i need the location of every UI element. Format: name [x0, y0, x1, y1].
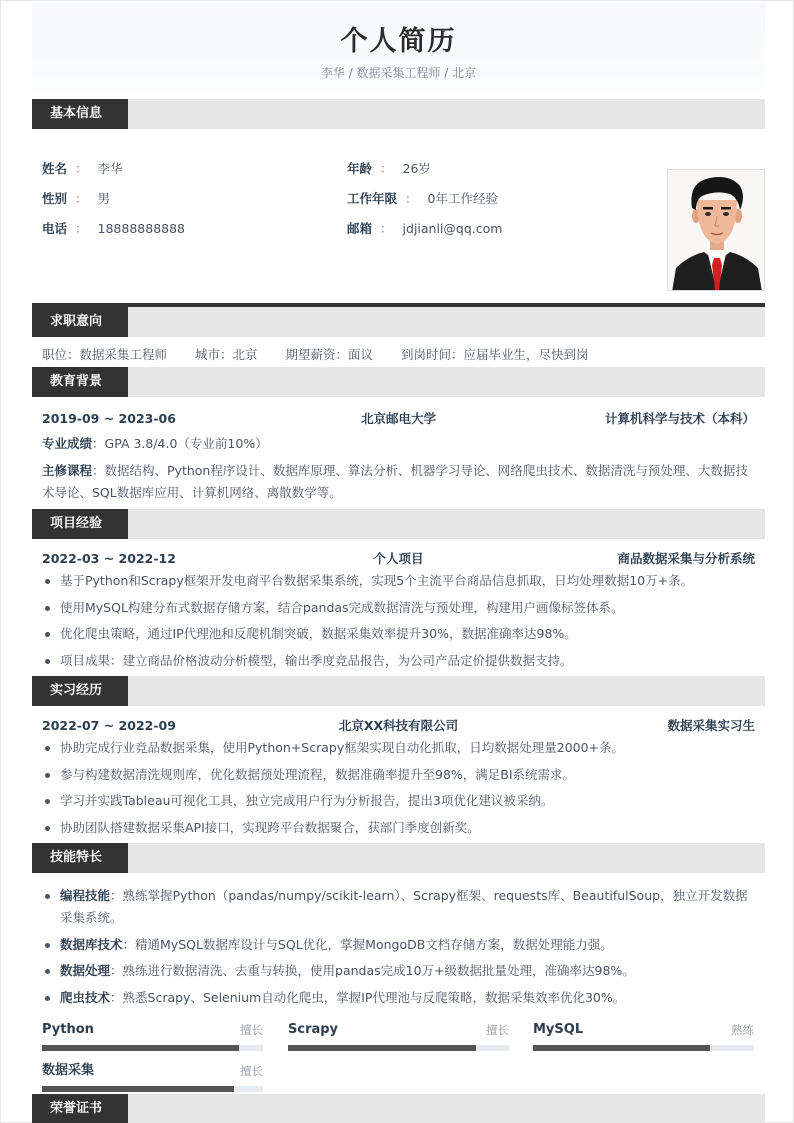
list-item: 使用MySQL构建分布式数据存储方案，结合pandas完成数据清洗与预处理，构建用户画像标签体系。 [42, 597, 755, 619]
field-name [42, 159, 123, 179]
field-value: 0年工作经验 [427, 191, 498, 206]
skill-name: 数据采集 [42, 1063, 95, 1078]
skill-name: Python [42, 1022, 94, 1037]
page-subtitle: 李华 / 数据采集工程师 / 北京 [320, 66, 477, 80]
section-title: 基本信息 [32, 99, 128, 129]
field-label: 性别 [42, 191, 68, 206]
skill-text: ：熟练掌握Python（pandas/numpy/scikit-learn）、Scrapy框架、requests库、BeautifulSoup，独立开发数据采集系统。 [60, 888, 748, 925]
field-colon: ： [75, 221, 88, 236]
internship-role: 数据采集实习生 [667, 718, 755, 733]
progress-fill [533, 1045, 710, 1051]
education-entry-header [32, 406, 765, 430]
skill-name: Scrapy [288, 1022, 339, 1037]
field-label: 姓名 [42, 161, 68, 176]
list-item: 协助团队搭建数据采集API接口，实现跨平台数据聚合，获部门季度创新奖。 [42, 817, 755, 839]
skill-label: 编程技能 [60, 888, 111, 903]
project-bullets [32, 570, 765, 672]
person-portrait-icon [668, 170, 765, 291]
skill-text: ：熟悉Scrapy、Selenium自动化爬虫，掌握IP代理池与反爬策略，数据采集效率优化30%。 [110, 989, 626, 1005]
section-header-projects [32, 509, 765, 539]
field-value: 18888888888 [97, 221, 186, 236]
progress-track [42, 1045, 263, 1051]
list-item: 学习并实践Tableau可视化工具，独立完成用户行为分析报告，提出3项优化建议被采纳。 [42, 790, 755, 812]
skill-level: 擅长 [486, 1023, 509, 1037]
field-value[interactable]: jdjianli@qq.com [402, 221, 503, 236]
field-colon: ： [380, 161, 393, 176]
education-gpa [32, 433, 765, 455]
job-intent [32, 337, 765, 367]
project-type: 个人项目 [373, 551, 424, 566]
project-period: 2022-03 ~ 2022-12 [42, 550, 176, 566]
section-header-internship [32, 676, 765, 706]
section-title: 技能特长 [32, 843, 128, 873]
section-title: 教育背景 [32, 367, 128, 397]
gpa-label: 专业成绩 [42, 436, 93, 451]
progress-track [42, 1086, 263, 1092]
list-item: 优化爬虫策略，通过IP代理池和反爬机制突破，数据采集效率提升30%，数据准确率达98%。 [42, 623, 755, 645]
project-entry-header [32, 546, 765, 570]
skill-name: MySQL [533, 1022, 584, 1037]
section-title: 求职意向 [32, 307, 128, 337]
education-major: 计算机科学与技术（本科） [604, 411, 755, 426]
skill-level: 熟练 [731, 1023, 754, 1037]
field-value: 李华 [97, 161, 123, 176]
field-value: 男 [97, 191, 111, 206]
courses-value: ：数据结构、Python程序设计、数据库原理、算法分析、机器学习导论、网络爬虫技术、数据清洗与预处理、大数据技术导论、SQL数据库应用、计算机网络、离散数学等。 [42, 463, 748, 500]
section-header-skills [32, 843, 765, 873]
field-label: 电话 [42, 221, 68, 236]
list-item [42, 885, 755, 929]
section-title: 荣誉证书 [32, 1094, 128, 1123]
section-header-basic [32, 99, 765, 129]
list-item [42, 934, 755, 956]
progress-track [533, 1045, 754, 1051]
field-colon: ： [380, 221, 393, 236]
field-age [347, 159, 431, 179]
list-item [42, 987, 755, 1009]
avatar [667, 169, 765, 291]
skill-bars [32, 1021, 765, 1101]
resume-page [32, 1, 765, 1123]
list-item: 项目成果：建立商品价格波动分析模型，输出季度竞品报告，为公司产品定价提供数据支持。 [42, 650, 755, 672]
internship-bullets [32, 737, 765, 839]
field-phone [42, 219, 185, 239]
skill-text: ：精通MySQL数据库设计与SQL优化，掌握MongoDB文档存储方案，数据处理能力强。 [122, 936, 613, 952]
skill-bar-data-collection [42, 1062, 263, 1092]
education-courses [32, 460, 765, 504]
internship-entry-header [32, 713, 765, 737]
field-years [347, 189, 498, 209]
field-label: 年龄 [347, 161, 373, 176]
section-header-intent [32, 307, 765, 337]
intent-position: 职位：数据采集工程师 [42, 347, 168, 362]
field-gender [42, 189, 110, 209]
field-colon: ： [75, 161, 88, 176]
section-header-education [32, 367, 765, 397]
section-title: 实习经历 [32, 676, 128, 706]
skill-label: 数据库技术 [60, 936, 123, 952]
section-header-honors [32, 1094, 765, 1123]
field-value: 26岁 [402, 161, 431, 176]
internship-period: 2022-07 ~ 2022-09 [42, 717, 176, 733]
skill-text: ：熟练进行数据清洗、去重与转换，使用pandas完成10万+级数据批量处理，准确率达98%。 [110, 963, 635, 978]
skill-bar-scrapy [288, 1021, 509, 1051]
list-item: 基于Python和Scrapy框架开发电商平台数据采集系统，实现5个主流平台商品信息抓取，日均处理数据10万+条。 [42, 570, 755, 592]
skill-level: 擅长 [240, 1023, 263, 1037]
page-title: 个人简历 [340, 26, 457, 57]
skill-label: 爬虫技术 [60, 989, 111, 1005]
project-name: 商品数据采集与分析系统 [617, 551, 755, 566]
field-colon: ： [75, 191, 88, 206]
list-item: 参与构建数据清洗规则库，优化数据预处理流程，数据准确率提升至98%，满足BI系统需求。 [42, 764, 755, 786]
progress-fill [288, 1045, 476, 1051]
basic-info [32, 129, 765, 293]
education-period: 2019-09 ~ 2023-06 [42, 410, 176, 426]
list-item: 协助完成行业竞品数据采集，使用Python+Scrapy框架实现自动化抓取，日均数据处理量2000+条。 [42, 737, 755, 759]
resume-header [32, 3, 765, 89]
field-colon: ： [405, 191, 418, 206]
intent-salary: 期望薪资：面议 [285, 347, 374, 362]
intent-city: 城市：北京 [195, 347, 258, 362]
field-email [347, 219, 502, 239]
skill-bar-mysql [533, 1021, 754, 1051]
skills-bullets [32, 885, 765, 1009]
skill-label: 数据处理 [60, 963, 111, 978]
courses-label: 主修课程 [42, 463, 93, 478]
progress-fill [42, 1045, 239, 1051]
progress-fill [42, 1086, 234, 1092]
skill-level: 擅长 [240, 1064, 263, 1078]
intent-arrival: 到岗时间：应届毕业生，尽快到岗 [401, 347, 589, 362]
education-school: 北京邮电大学 [360, 411, 436, 426]
skill-bar-python [42, 1021, 263, 1051]
section-title: 项目经验 [32, 509, 128, 539]
field-label: 工作年限 [347, 191, 398, 206]
list-item [42, 960, 755, 982]
internship-company: 北京XX科技有限公司 [338, 718, 459, 733]
progress-track [288, 1045, 509, 1051]
gpa-value: ：GPA 3.8/4.0（专业前10%） [92, 436, 268, 451]
field-label: 邮箱 [347, 221, 373, 236]
